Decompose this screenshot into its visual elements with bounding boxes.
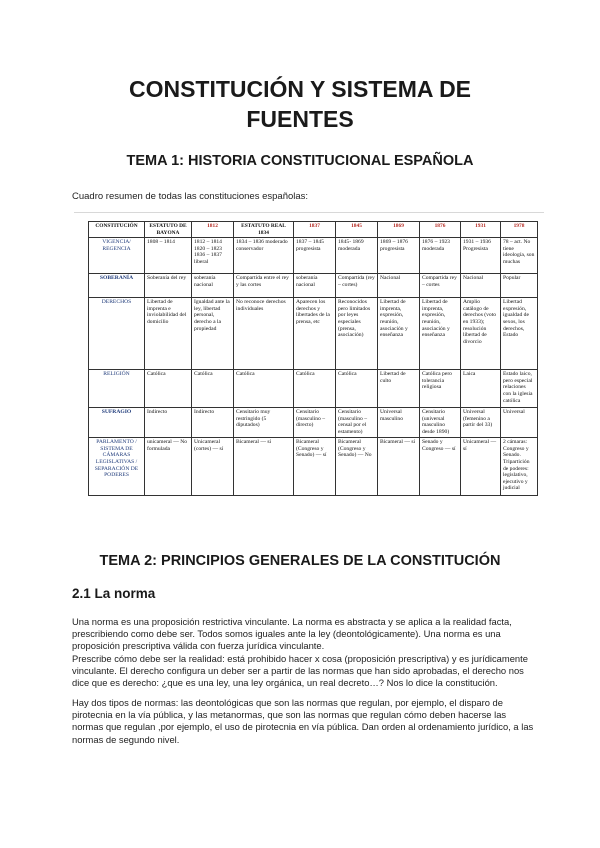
document-title (60, 74, 540, 134)
table-cell: Censitario (masculino – censal por el estamento) (336, 408, 378, 438)
table-cell: Universal (femenino a partir del 33) (461, 408, 501, 438)
paragraph-line: Prescribe cómo debe ser la realidad: está prohibido hacer x cosa (proposición prescriptiva) y es jurídicamente (72, 652, 528, 664)
table-cell: soberanía nacional (192, 274, 234, 298)
constitutions-table-image (74, 212, 544, 523)
document-title-line-1: CONSTITUCIÓN Y SISTEMA DE (128, 76, 472, 102)
table-cell: unicameral — No formulada (145, 438, 192, 496)
table-cell: Soberanía del rey (145, 274, 192, 298)
table-cell: Bicameral (Congreso y Senado) — No (336, 438, 378, 496)
table-cell: Libertad de culto (378, 370, 420, 408)
table-cell: Nacional (461, 274, 501, 298)
header-cell: 1812 (192, 222, 234, 238)
paragraph-line: Una norma es una proposición restrictiva vinculante. La norma es abstracta y se aplica a la realidad facta, (72, 616, 512, 627)
table-cell: Indirecto (145, 408, 192, 438)
header-cell: CONSTITUCIÓN (89, 222, 145, 238)
table-cell: Católica (234, 370, 294, 408)
table-cell: Unicameral (cortes) — sí (192, 438, 234, 496)
row-label: PARLAMENTO / SISTEMA DE CÁMARAS LEGISLATIVAS / SEPARACIÓN DE PODERES (89, 438, 145, 496)
header-cell: 1845 (336, 222, 378, 238)
table-cell: 1812 – 1814 1820 – 1823 1836 – 1837 liberal (192, 238, 234, 274)
paragraph-line: dice que es derecho: ¿que es una ley, una ley orgánica, un real decreto…? Nos lo dice la constitución. (72, 677, 498, 689)
table-cell: 1845- 1869 moderada (336, 238, 378, 274)
table-cell: Compartida rey – cortes (420, 274, 461, 298)
table-row (89, 370, 538, 408)
header-cell: 1837 (294, 222, 336, 238)
table-cell: Nacional (378, 274, 420, 298)
header-cell: ESTATUTO REAL 1834 (234, 222, 294, 238)
table-cell: Censitario (universal masculino desde 1890) (420, 408, 461, 438)
table-cell: Católica (145, 370, 192, 408)
row-label: RELIGIÓN (89, 370, 145, 408)
table-cell: 1837 – 1845 progresista (294, 238, 336, 274)
paragraph-line: pirotecnia en la vía pública, y las metanormas, que son las normas que regulan cómo deben hacerse las (72, 709, 507, 721)
constitutions-table (88, 221, 538, 496)
table-header-row (89, 222, 538, 238)
paragraph-line: normas de segundo nivel. (72, 733, 180, 745)
table-row (89, 274, 538, 298)
table-row (89, 238, 538, 274)
table-cell: Bicameral (Congreso y Senado) — sí (294, 438, 336, 496)
row-label: SUFRAGIO (89, 408, 145, 438)
header-cell: 1978 (501, 222, 538, 238)
table-cell: Censitario muy restringido (5 diputados) (234, 408, 294, 438)
table-cell: Laica (461, 370, 501, 408)
table-cell: Igualdad ante la ley, libertad personal, derecho a la propiedad (192, 298, 234, 370)
tema2-heading: TEMA 2: PRINCIPIOS GENERALES DE LA CONSTITUCIÓN (99, 553, 501, 569)
paragraph-line: vinculante. El derecho configura un deber ser a partir de las normas que han sido aprobadas, el derecho nos (72, 664, 524, 676)
table-cell: Católica (192, 370, 234, 408)
table-cell: Compartida (rey – cortes) (336, 274, 378, 298)
table-cell: Libertad de imprenta e inviolabilidad del domicilio (145, 298, 192, 370)
table-cell: 2 cámaras: Congreso y Senado. Tripartición de poderes: legislativo, ejecutivo y judicial (501, 438, 538, 496)
table-cell: Popular (501, 274, 538, 298)
paragraph-line: normas que regulan ,por ejemplo, el uso de pirotecnia en vía pública. Dan orden al ordenamiento jurídico, a las (72, 721, 534, 733)
table-cell: Aparecen los derechos y libertades de la prensa, etc (294, 298, 336, 370)
table-intro: Cuadro resumen de todas las constituciones españolas: (72, 191, 309, 202)
table-cell: Estado laico, pero especial relaciones con la iglesia católica (501, 370, 538, 408)
table-cell: Universal masculino (378, 408, 420, 438)
table-cell: Libertad de imprenta, expresión, reunión, asociación y enseñanza (420, 298, 461, 370)
paragraph-line: Hay dos tipos de normas: las deontológicas que son las normas que regulan, por ejemplo, el disparo de (72, 697, 503, 708)
document-title-line-2: FUENTES (246, 106, 354, 132)
table-cell: Amplio catálogo de derechos (voto en 1933); resolución libertad de divorcio (461, 298, 501, 370)
table-cell: Católica (336, 370, 378, 408)
table-cell: 78 – act. No tiene ideología, son muchas (501, 238, 538, 274)
header-cell: 1931 (461, 222, 501, 238)
header-cell: 1869 (378, 222, 420, 238)
header-cell: 1876 (420, 222, 461, 238)
table-cell: Libertad expresión, igualdad de sexos, los derechos, Estado (501, 298, 538, 370)
table-row (89, 298, 538, 370)
table-cell: No reconoce derechos individuales (234, 298, 294, 370)
paragraph-2 (72, 697, 532, 746)
header-cell: ESTATUTO DE BAYONA (145, 222, 192, 238)
table-cell: 1931 – 1936 Progresista (461, 238, 501, 274)
section-heading: 2.1 La norma (72, 586, 156, 601)
table-cell: soberanía nacional (294, 274, 336, 298)
table-cell: 1808 – 1814 (145, 238, 192, 274)
table-cell: Reconocidos pero limitados por leyes especiales (prensa, asociación) (336, 298, 378, 370)
table-cell: Universal (501, 408, 538, 438)
table-cell: Bicameral — sí (378, 438, 420, 496)
table-cell: 1869 – 1876 progresista (378, 238, 420, 274)
row-label: SOBERANÍA (89, 274, 145, 298)
table-cell: Indirecto (192, 408, 234, 438)
table-cell: Censitario (masculino – directo) (294, 408, 336, 438)
table-cell: Bicameral — sí (234, 438, 294, 496)
table-cell: Católica pero tolerancia religiosa (420, 370, 461, 408)
table-cell: 1876 – 1923 moderada (420, 238, 461, 274)
row-label: VIGENCIA/ REGENCIA (89, 238, 145, 274)
table-row (89, 408, 538, 438)
table-cell: Unicameral — sí (461, 438, 501, 496)
row-label: DERECHOS (89, 298, 145, 370)
table-cell: Libertad de imprenta, expresión, reunión, asociación y enseñanza (378, 298, 420, 370)
paragraph-line: prescribiendo como debe ser. Todos somos iguales ante la ley (deontológicamente). Una norma es una (72, 628, 501, 640)
paragraph-1 (72, 616, 532, 689)
table-row (89, 438, 538, 496)
table-cell: Católica (294, 370, 336, 408)
table-cell: Senado y Congreso — sí (420, 438, 461, 496)
table-cell: 1834 – 1836 moderado conservador (234, 238, 294, 274)
paragraph-line: proposición prescriptiva válida con fuerza jurídica vinculante. (72, 640, 325, 652)
table-cell: Compartida entre el rey y las cortes (234, 274, 294, 298)
tema1-heading: TEMA 1: HISTORIA CONSTITUCIONAL ESPAÑOLA (126, 153, 474, 169)
